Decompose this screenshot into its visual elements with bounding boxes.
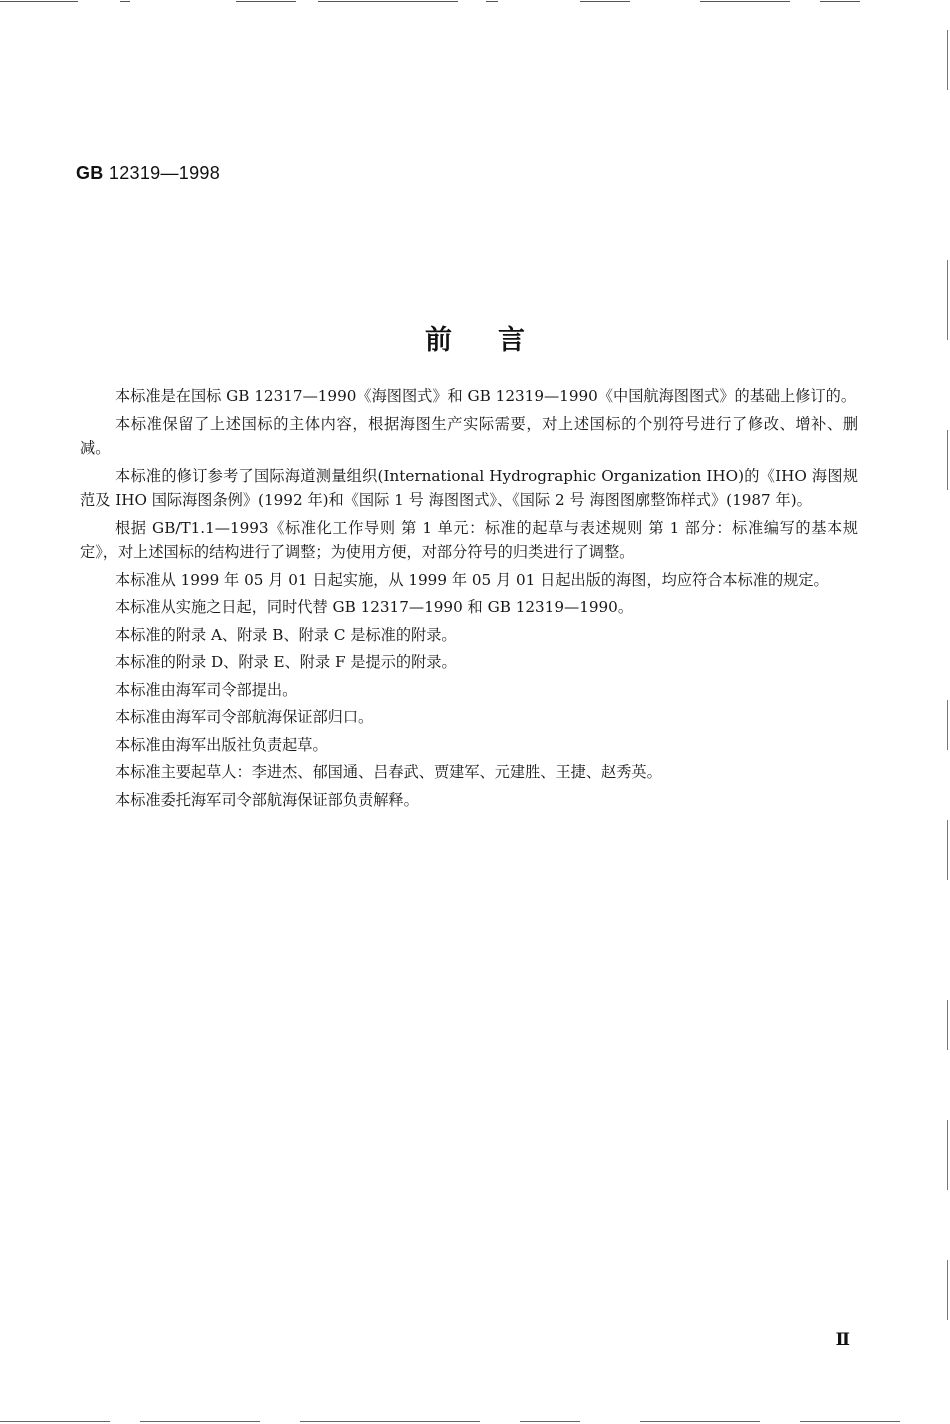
foreword-body (80, 384, 858, 815)
page-title: 前言 (425, 325, 571, 356)
standard-code (76, 163, 220, 184)
scan-edge-right (944, 0, 950, 1424)
scan-edge-bottom (0, 1418, 950, 1424)
paragraph-informative-annexes: 本标准的附录 D、附录 E、附录 F 是提示的附录。 (115, 653, 457, 671)
paragraph-drafting-unit: 本标准由海军出版社负责起草。 (115, 735, 328, 754)
paragraph-proposer: 本标准由海军司令部提出。 (115, 680, 298, 699)
paragraph-reference: 本标准的修订参考了国际海道测量组织(International Hydrographic Organization IHO)的《IHO 海图规范及 IHO 国际海图条例》(1992 年)和《国际 1 号 海图图式》、《国际 2 号 海图图廓整饰样式》(1987 年)。 (80, 466, 858, 509)
paragraph-effective-date: 本标准从 1999 年 05 月 01 日起实施，从 1999 年 05 月 01 日起出版的海图，均应符合本标准的规定。 (115, 570, 829, 589)
scan-edge-top (0, 0, 950, 6)
paragraph-basis: 本标准是在国标 GB 12317—1990《海图图式》和 GB 12319—1990《中国航海图图式》的基础上修订的。 (115, 387, 857, 405)
paragraph-content: 本标准保留了上述国标的主体内容，根据海图生产实际需要，对上述国标的个别符号进行了修改、增补、删减。 (80, 414, 858, 457)
paragraph-interpretation: 本标准委托海军司令部航海保证部负责解释。 (115, 790, 419, 809)
paragraph-structure: 根据 GB/T1.1—1993《标准化工作导则 第 1 单元：标准的起草与表述规则 第 1 部分：标准编写的基本规定》，对上述国标的结构进行了调整；为使用方便，对部分符号的归类进行了调整。 (80, 518, 858, 561)
paragraph-replacement: 本标准从实施之日起，同时代替 GB 12317—1990 和 GB 12319—1990。 (115, 598, 634, 616)
standard-number: 12319—1998 (108, 163, 221, 183)
page-number: Ⅱ (835, 1330, 850, 1349)
paragraph-drafters: 本标准主要起草人：李进杰、郁国通、吕春武、贾建军、元建胜、王捷、赵秀英。 (115, 763, 662, 781)
standard-prefix: GB (76, 163, 104, 183)
paragraph-centralized: 本标准由海军司令部航海保证部归口。 (115, 708, 374, 726)
paragraph-normative-annexes: 本标准的附录 A、附录 B、附录 C 是标准的附录。 (115, 625, 457, 644)
